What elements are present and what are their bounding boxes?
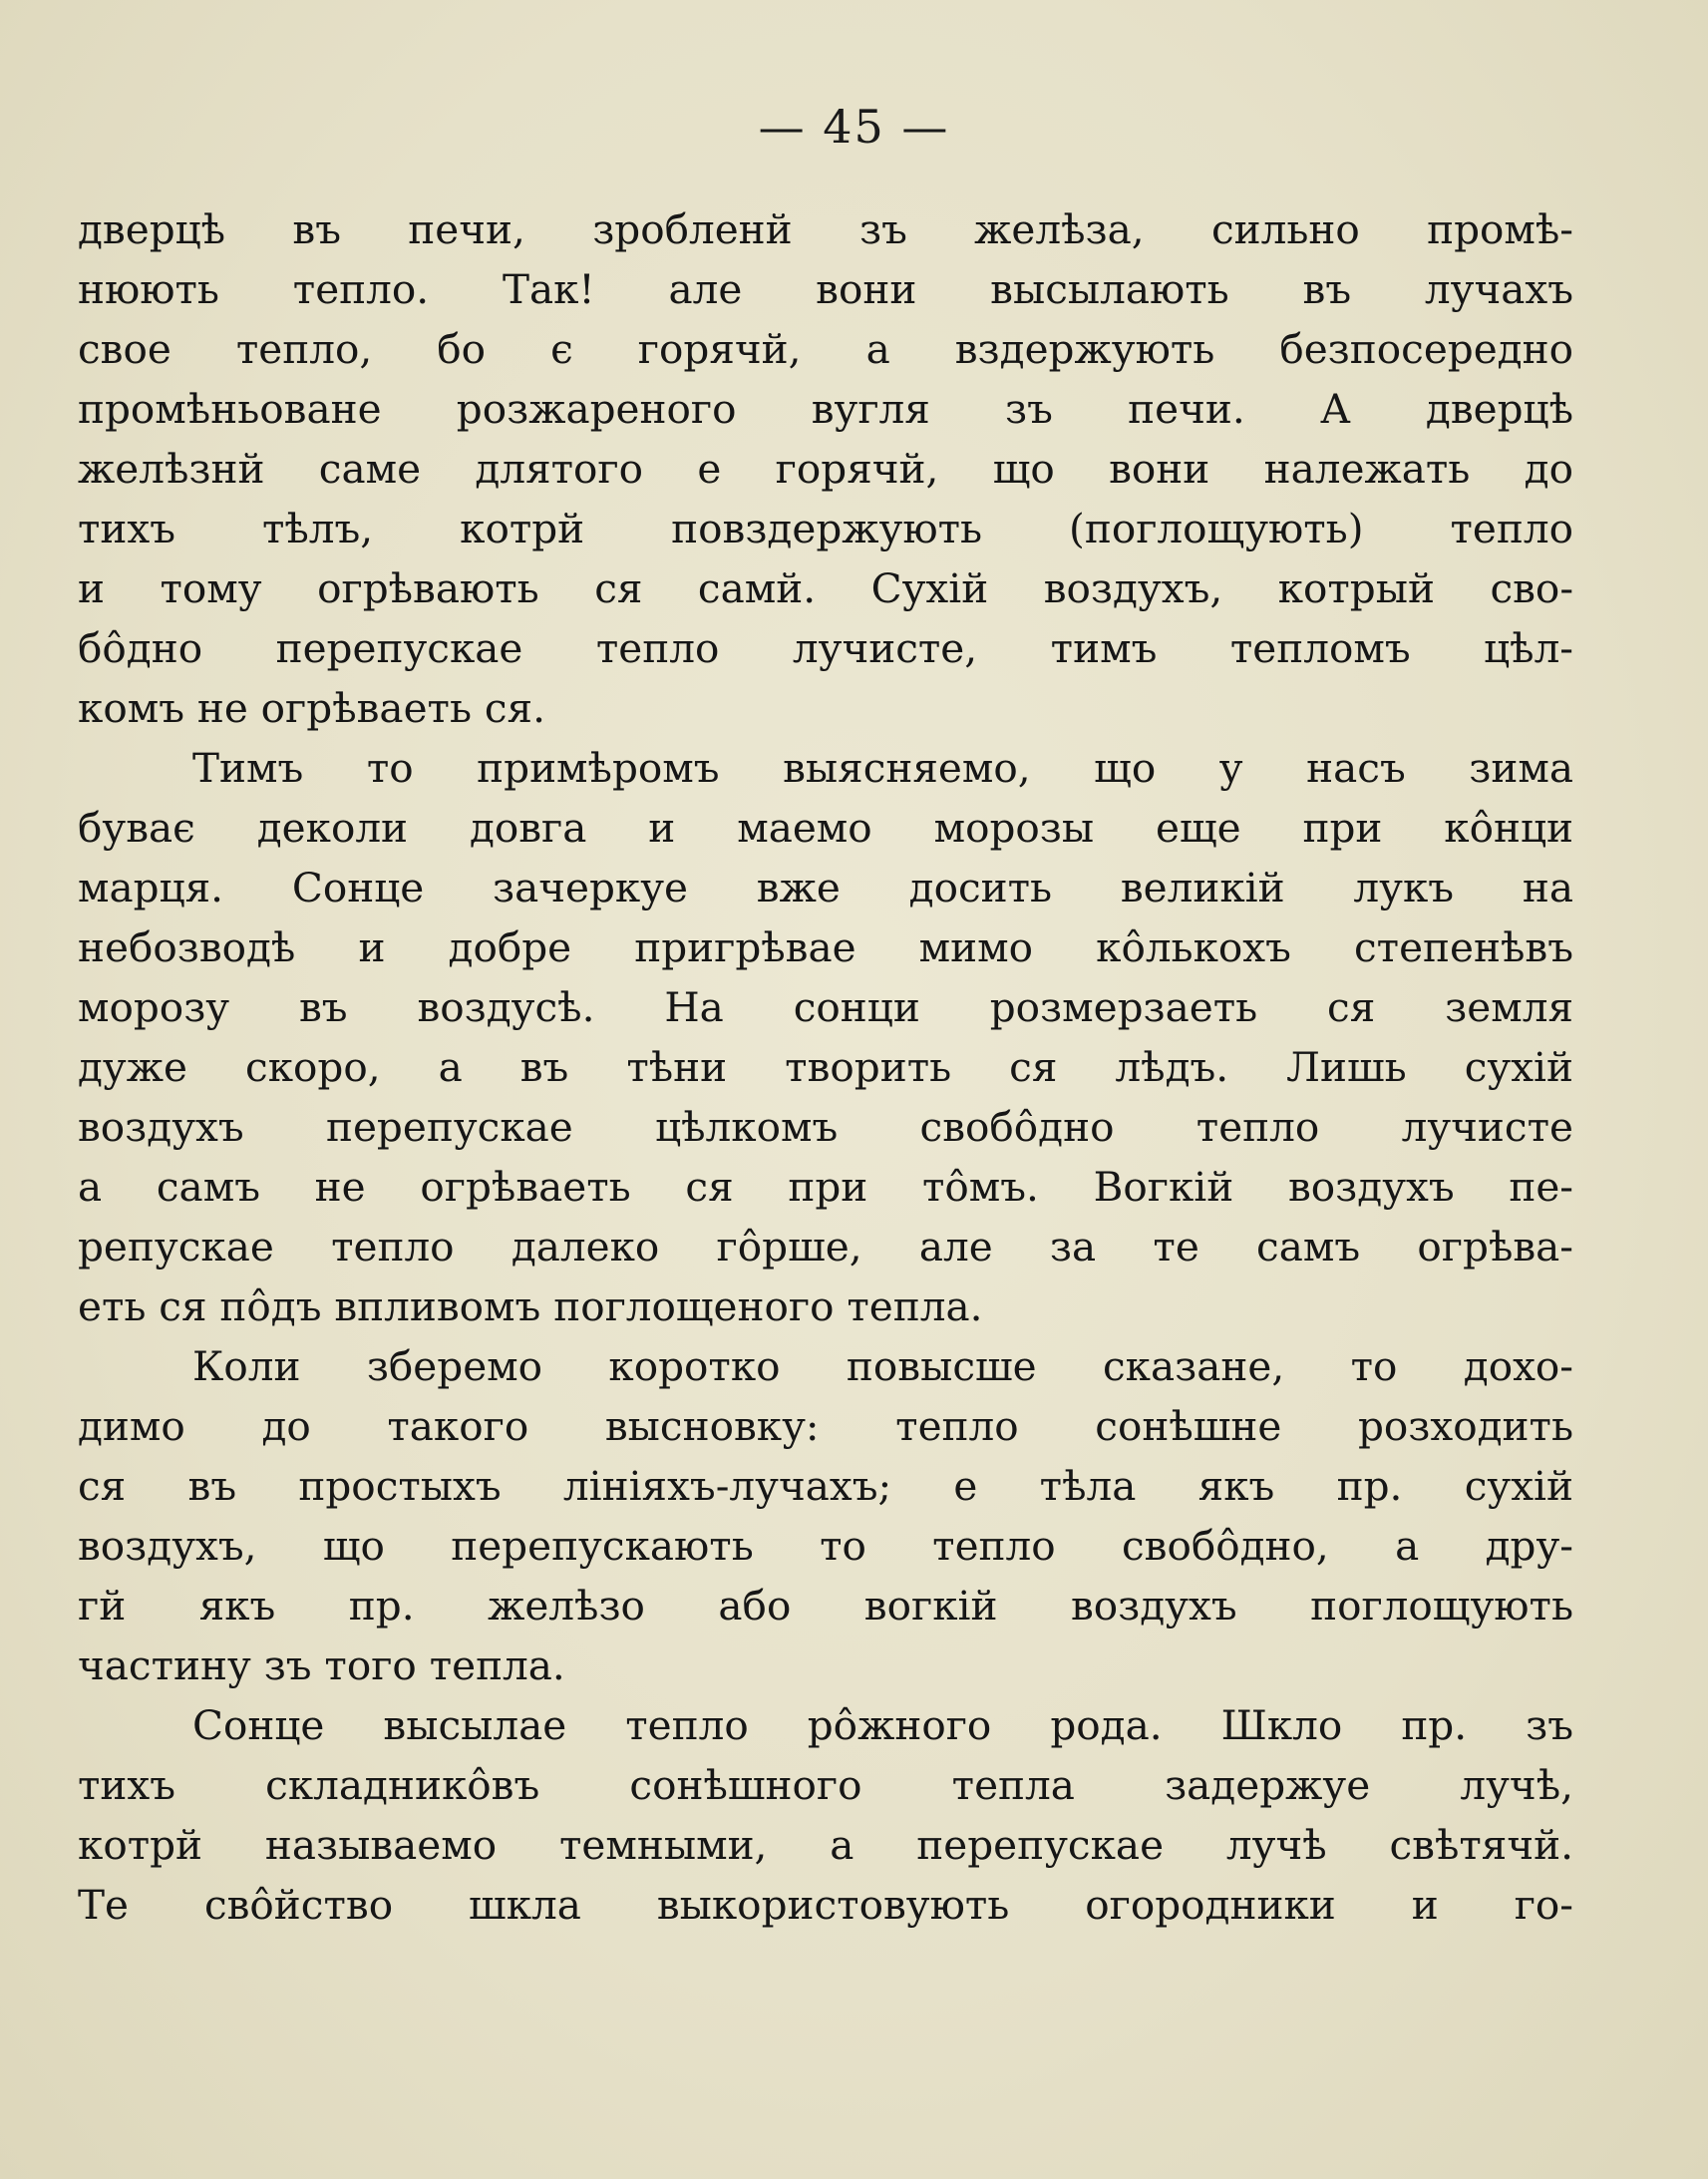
text-line: дверцѣ въ печи, зробленй зъ желѣза, сильно промѣ- bbox=[78, 205, 1573, 253]
text-line: и тому огрѣвають ся самй. Сухій воздухъ, котрый сво- bbox=[78, 564, 1573, 612]
text-line: еть ся пôдъ впливомъ поглощеного тепла. bbox=[78, 1282, 983, 1330]
body-text bbox=[78, 199, 1573, 1935]
text-line: нюють тепло. Так! але вони высылають въ лучахъ bbox=[78, 265, 1573, 313]
text-line: гй якъ пр. желѣзо або вогкій воздухъ поглощують bbox=[78, 1582, 1573, 1630]
text-line: бôдно перепускае тепло лучисте, тимъ тепломъ цѣл- bbox=[78, 624, 1573, 672]
text-line: Коли зберемо коротко повысше сказане, то дохо- bbox=[192, 1342, 1573, 1390]
text-line: а самъ не огрѣваеть ся при тôмъ. Вогкій воздухъ пе- bbox=[78, 1163, 1573, 1211]
text-line: Те свôйство шкла выкористовують огородники и го- bbox=[78, 1881, 1573, 1929]
text-line: частину зъ того тепла. bbox=[78, 1641, 565, 1689]
text-line: буває деколи довга и маемо морозы еще при кôнци bbox=[78, 804, 1573, 852]
text-line: тихъ складникôвъ сонѣшного тепла задержуе лучѣ, bbox=[78, 1761, 1573, 1809]
text-line: димо до такого высновку: тепло сонѣшне розходить bbox=[78, 1402, 1573, 1450]
text-line: репускае тепло далеко гôрше, але за те самъ огрѣва- bbox=[78, 1223, 1573, 1271]
text-line: Тимъ то примѣромъ выясняемо, що у насъ зима bbox=[192, 744, 1573, 792]
text-line: желѣзнй саме длятого е горячй, що вони належать до bbox=[78, 445, 1573, 493]
text-line: промѣньоване розжареного вугля зъ печи. А дверцѣ bbox=[78, 385, 1573, 433]
text-line: котрй называемо темными, а перепускае лучѣ свѣтячй. bbox=[78, 1821, 1573, 1869]
text-line: воздухъ, що перепускають то тепло свобôдно, а дру- bbox=[78, 1522, 1573, 1570]
text-line: небозводѣ и добре пригрѣвае мимо кôлькохъ степенѣвъ bbox=[78, 923, 1573, 971]
text-line: ся въ простыхъ лініяхъ-лучахъ; е тѣла якъ пр. сухій bbox=[78, 1462, 1573, 1510]
text-line: Сонце высылае тепло рôжного рода. Шкло пр. зъ bbox=[192, 1701, 1573, 1749]
text-line: воздухъ перепускае цѣлкомъ свобôдно тепло лучисте bbox=[78, 1103, 1573, 1151]
text-line: марця. Сонце зачеркуе вже досить великій лукъ на bbox=[78, 864, 1573, 911]
text-line: комъ не огрѣваеть ся. bbox=[78, 684, 545, 732]
text-line: морозу въ воздусѣ. На сонци розмерзаеть ся земля bbox=[78, 983, 1573, 1031]
text-line: свое тепло, бо є горячй, а вздержують безпосередно bbox=[78, 325, 1573, 373]
page-number: — 45 — bbox=[758, 100, 950, 154]
text-line: тихъ тѣлъ, котрй повздержують (поглощують) тепло bbox=[78, 505, 1573, 552]
text-line: дуже скоро, а въ тѣни творить ся лѣдъ. Лишь сухій bbox=[78, 1043, 1573, 1091]
